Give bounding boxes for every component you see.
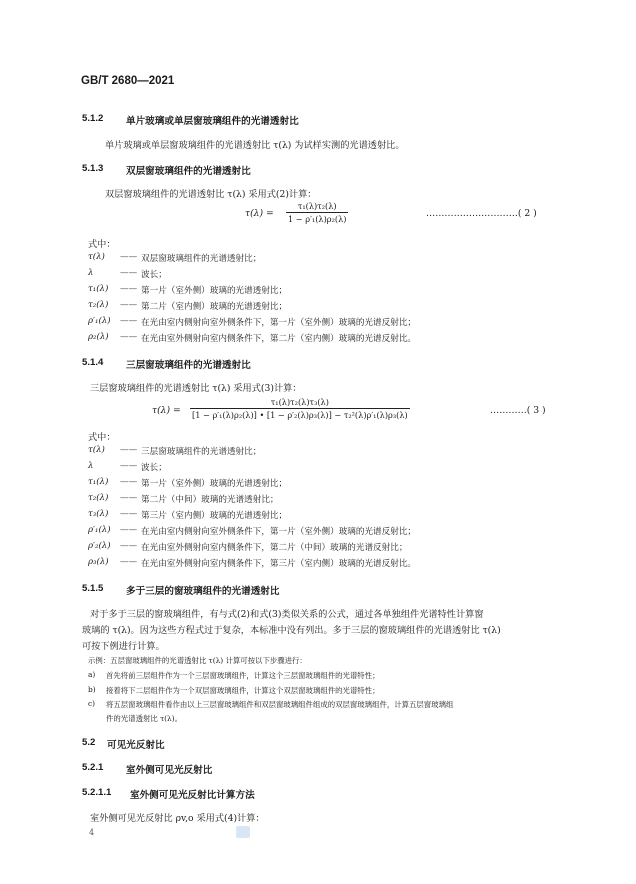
def-dash: —— [120, 268, 138, 278]
def-symbol: τ(λ) [88, 445, 105, 455]
paragraph-512: 单片玻璃或单层窗玻璃组件的光谱透射比 τ(λ) 为试样实测的光谱透射比。 [105, 140, 405, 151]
def-dash: —— [120, 493, 138, 503]
page-number: 4 [89, 828, 95, 837]
def-text: 在光由室外侧射向室内侧条件下，第二片（中间）玻璃的光谱反射比； [141, 543, 408, 553]
example-label: 示例：五层窗玻璃组件的光谱透射比 τ(λ) 计算可按以下步骤进行： [88, 656, 307, 665]
formula-3-fraction [190, 397, 410, 420]
section-title-514: 三层窗玻璃组件的光谱透射比 [126, 360, 251, 371]
def-text: 第三片（室内侧）玻璃的光谱透射比； [141, 511, 288, 521]
def-symbol: τ₃(λ) [88, 509, 109, 519]
def-dash: —— [120, 252, 138, 262]
paragraph-515-line: 可按下例进行计算。 [82, 641, 165, 652]
formula-3-tag: …………( 3 ) [490, 405, 546, 416]
def-symbol: ρ′₁(λ) [88, 316, 111, 326]
section-number-513: 5.1.3 [82, 163, 104, 174]
formula-2-denominator: 1 − ρ′₁(λ)ρ₂(λ) [288, 214, 347, 224]
formula-2-lhs: τ(λ) = [245, 208, 274, 219]
step-marker: b) [88, 685, 96, 694]
def-symbol: ρ′₂(λ) [88, 541, 111, 551]
paragraph-515-line: 玻璃的 τ(λ)。因为这些方程式过于复杂，本标准中没有列出。多于三层的窗玻璃组件的光谱透射比 τ(λ) [82, 625, 501, 636]
section-number-514: 5.1.4 [82, 357, 104, 368]
def-symbol: τ(λ) [88, 252, 105, 262]
def-dash: —— [120, 557, 138, 567]
step-marker: c) [88, 699, 96, 708]
def-dash: —— [120, 332, 138, 342]
def-text: 波长； [141, 463, 167, 473]
def-text: 第二片（室内侧）玻璃的光谱透射比； [141, 302, 288, 312]
section-number-5211: 5.2.1.1 [82, 787, 112, 798]
section-title-513: 双层窗玻璃组件的光谱透射比 [126, 166, 251, 177]
def-text: 在光由室外侧射向室内侧条件下，第三片（室内侧）玻璃的光谱反射比。 [141, 559, 417, 569]
def-dash: —— [120, 509, 138, 519]
section-number-521: 5.2.1 [82, 762, 104, 773]
def-text: 在光由室内侧射向室外侧条件下，第一片（室外侧）玻璃的光谱反射比； [141, 527, 417, 537]
step-marker: a) [88, 670, 96, 679]
def-dash: —— [120, 541, 138, 551]
standard-code: GB/T 2680—2021 [81, 75, 175, 87]
def-symbol: λ [88, 268, 94, 278]
step-text: 首先将前三层组件作为一个三层窗玻璃组件，计算这个三层窗玻璃组件的光谱特性； [106, 671, 380, 680]
def-symbol: ρ₂(λ) [88, 332, 109, 342]
step-text: 将五层窗玻璃组件看作由以上三层窗玻璃组件和双层窗玻璃组件组成的双层窗玻璃组件，计算五层窗玻璃组 [106, 700, 454, 709]
section-title-515: 多于三层的窗玻璃组件的光谱透射比 [126, 586, 280, 597]
section-number-512: 5.1.2 [82, 113, 104, 124]
watermark-icon [236, 826, 250, 838]
section-title-521: 室外侧可见光反射比 [126, 765, 213, 776]
paragraph-515-line: 对于多于三层的窗玻璃组件，有与式(2)和式(3)类似关系的公式，通过各单独组件光谱特性计算窗 [90, 609, 484, 620]
def-dash: —— [120, 461, 138, 471]
section-number-52: 5.2 [82, 737, 96, 748]
def-symbol: τ₁(λ) [88, 284, 109, 294]
def-symbol: τ₂(λ) [88, 493, 109, 503]
def-symbol: ρ′₁(λ) [88, 525, 111, 535]
step-text: 件的光谱透射比 τ(λ)。 [106, 714, 183, 723]
def-text: 第一片（室外侧）玻璃的光谱透射比； [141, 479, 288, 489]
def-dash: —— [120, 284, 138, 294]
def-dash: —— [120, 477, 138, 487]
def-text: 波长； [141, 270, 167, 280]
formula-2-fraction [286, 201, 348, 224]
def-symbol: ρ₃(λ) [88, 557, 109, 567]
def-symbol: τ₂(λ) [88, 300, 109, 310]
def-text: 双层窗玻璃组件的光谱透射比； [141, 254, 262, 264]
section-number-515: 5.1.5 [82, 583, 104, 594]
def-dash: —— [120, 445, 138, 455]
section-title-5211: 室外侧可见光反射比计算方法 [130, 790, 255, 801]
formula-3-denominator: [1 − ρ′₁(λ)ρ₂(λ)] • [1 − ρ′₂(λ)ρ₃(λ)] − τ₂²(λ)ρ′₁(λ)ρ₃(λ) [192, 410, 408, 420]
def-symbol: τ₁(λ) [88, 477, 109, 487]
def-text: 第一片（室外侧）玻璃的光谱透射比； [141, 286, 288, 296]
formula-2-numerator: τ₁(λ)τ₂(λ) [297, 201, 337, 211]
section-title-52: 可见光反射比 [107, 740, 165, 751]
paragraph-514-intro: 三层窗玻璃组件的光谱透射比 τ(λ) 采用式(3)计算： [90, 383, 302, 394]
def-text: 第二片（中间）玻璃的光谱透射比； [141, 495, 279, 505]
def-text: 在光由室内侧射向室外侧条件下，第一片（室外侧）玻璃的光谱反射比； [141, 318, 417, 328]
step-text: 接着将下二层组件作为一个双层窗玻璃组件，计算这个双层窗玻璃组件的光谱特性； [106, 686, 380, 695]
paragraph-5211: 室外侧可见光反射比 ρv,o 采用式(4)计算： [90, 813, 265, 824]
def-text: 三层窗玻璃组件的光谱透射比； [141, 447, 262, 457]
paragraph-513-intro: 双层窗玻璃组件的光谱透射比 τ(λ) 采用式(2)计算： [105, 189, 317, 200]
where-label-514: 式中： [88, 432, 116, 443]
formula-3-numerator: τ₁(λ)τ₂(λ)τ₃(λ) [270, 397, 329, 407]
def-dash: —— [120, 525, 138, 535]
def-dash: —— [120, 316, 138, 326]
where-label-513: 式中： [88, 239, 116, 250]
def-symbol: λ [88, 461, 94, 471]
def-dash: —— [120, 300, 138, 310]
def-text: 在光由室外侧射向室内侧条件下，第二片（室内侧）玻璃的光谱反射比。 [141, 334, 417, 344]
formula-2-tag: …………………………( 2 ) [426, 208, 537, 219]
formula-3-lhs: τ(λ) = [152, 405, 181, 416]
section-title-512: 单片玻璃或单层窗玻璃组件的光谱透射比 [126, 116, 299, 127]
